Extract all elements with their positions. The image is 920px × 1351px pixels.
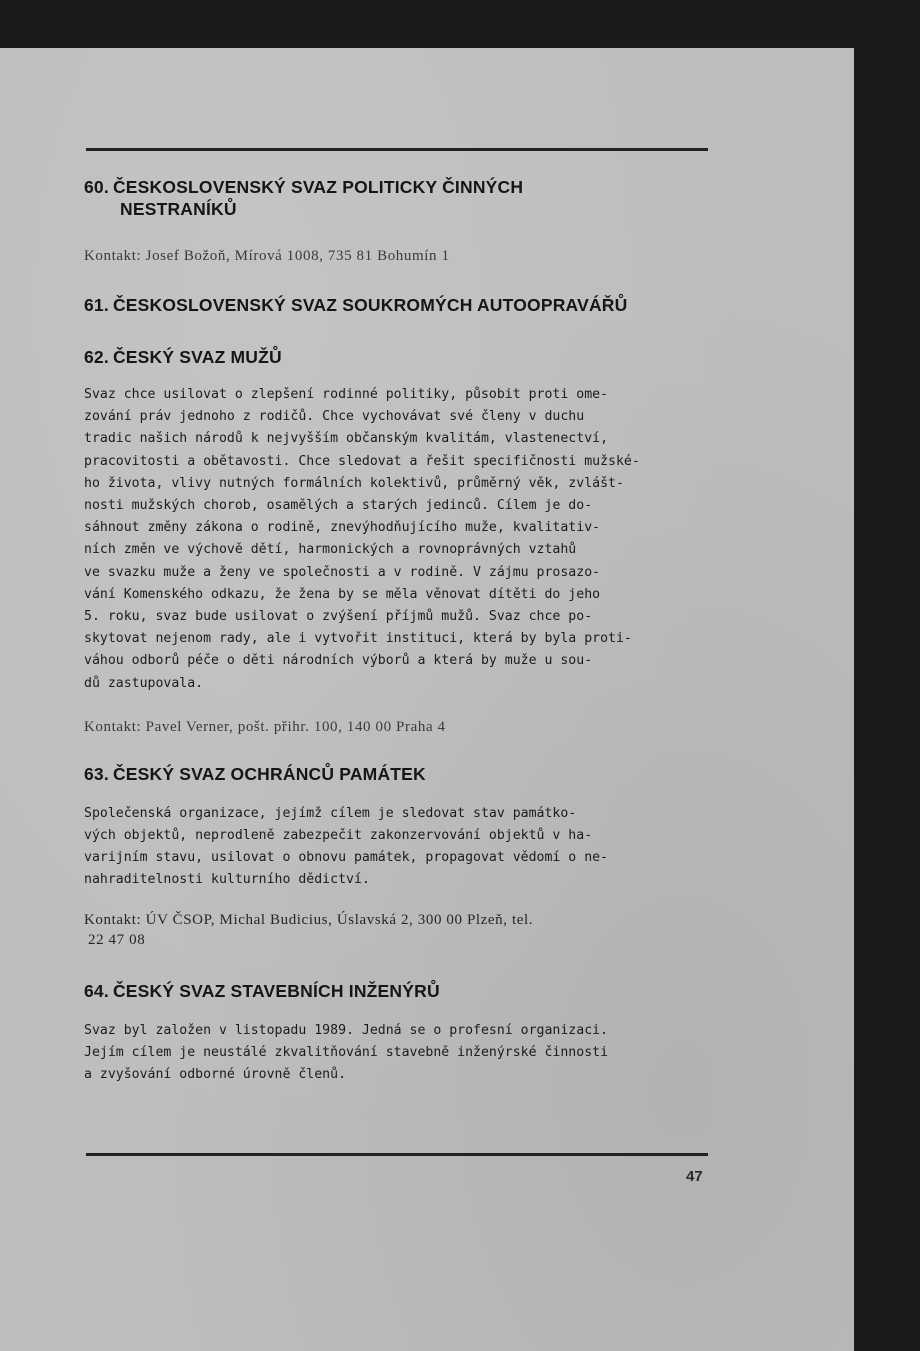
section-63 (84, 763, 712, 950)
section-title-line: ČESKÝ SVAZ STAVEBNÍCH INŽENÝRŮ (112, 980, 440, 1001)
section-number: 62. (84, 347, 109, 367)
section-60 (84, 176, 712, 266)
body-line: vých objektů, neprodleně zabezpečit zakonzervování objektů v ha- (84, 828, 593, 844)
section-number: 64. (84, 980, 109, 1001)
bottom-rule (86, 1153, 708, 1156)
section-number: 61. (84, 295, 109, 315)
contact-line: 22 47 08 (88, 931, 146, 948)
section-number: 60. (84, 177, 109, 197)
section-heading (84, 763, 712, 785)
body-line: váhou odborů péče o děti národních výborů a která by muže u sou- (84, 653, 593, 669)
section-contact: Kontakt: Josef Božoň, Mírová 1008, 735 81 Bohumín 1 (84, 248, 450, 264)
body-line: skytovat nejenom rady, ale i vytvořit instituci, která by byla proti- (84, 631, 632, 647)
section-title-line: ČESKÝ SVAZ OCHRÁNCŮ PAMÁTEK (112, 763, 426, 784)
section-61 (84, 294, 712, 316)
body-line: nahraditelnosti kulturního dědictví. (84, 872, 370, 888)
body-line: nosti mužských chorob, osamělých a starých jedinců. Cílem je do- (84, 498, 593, 514)
section-title-line: ČESKOSLOVENSKÝ SVAZ SOUKROMÝCH AUTOOPRAVÁŘŮ (112, 295, 628, 315)
page-content (84, 176, 712, 1086)
section-62 (84, 346, 712, 737)
body-line: Svaz chce usilovat o zlepšení rodinné politiky, působit proti ome- (84, 387, 609, 402)
section-body (84, 803, 712, 892)
top-rule (86, 148, 708, 151)
body-line: ve svazku muže a ženy ve společnosti a v rodině. V zájmu prosazo- (84, 564, 601, 580)
body-line: Svaz byl založen v listopadu 1989. Jedná se o profesní organizaci. (84, 1022, 609, 1038)
body-line: sáhnout změny zákona o rodině, znevýhodňujícího muže, kvalitativ- (84, 520, 601, 536)
page-number: 47 (686, 1168, 703, 1185)
section-contact: Kontakt: Pavel Verner, pošt. přihr. 100, 140 00 Praha 4 (84, 718, 446, 735)
section-64 (84, 980, 712, 1087)
body-line: Společenská organizace, jejímž cílem je sledovat stav památko- (84, 805, 577, 821)
body-line: pracovitosti a obětavosti. Chce sledovat a řešit specifičnosti mužské- (84, 453, 640, 469)
section-heading (84, 346, 712, 368)
body-line: a zvyšování odborné úrovně členů. (84, 1067, 347, 1083)
body-line: zování práv jednoho z rodičů. Chce vychovávat své členy v duchu (84, 409, 585, 425)
section-heading-continued (84, 198, 712, 220)
section-title-line: ČESKOSLOVENSKÝ SVAZ POLITICKY ČINNÝCH (112, 177, 524, 197)
section-body (84, 1020, 712, 1087)
body-line: dů zastupovala. (84, 675, 204, 691)
section-heading (84, 980, 712, 1002)
document-page (0, 48, 854, 1351)
section-contact (84, 910, 712, 950)
body-line: Jejím cílem je neustálé zkvalitňování stavebně inženýrské činnosti (84, 1044, 609, 1060)
body-line: ních změn ve výchově dětí, harmonických a rovnoprávných vztahů (84, 542, 577, 558)
body-line: tradic našich národů k nejvyšším občanským kvalitám, vlastenectví, (84, 431, 609, 447)
contact-line: Kontakt: ÚV ČSOP, Michal Budicius, Úslavská 2, 300 00 Plzeň, tel. (84, 911, 534, 928)
body-line: 5. roku, svaz bude usilovat o zvýšení příjmů mužů. Svaz chce po- (84, 609, 593, 625)
body-line: varijním stavu, usilovat o obnovu památek, propagovat vědomí o ne- (84, 850, 609, 866)
section-title-line: ČESKÝ SVAZ MUŽŮ (112, 347, 282, 367)
body-line: ho života, vlivy nutných formálních kolektivů, průměrný věk, zvlášt- (84, 475, 624, 491)
section-body (84, 384, 712, 695)
section-heading (84, 176, 712, 198)
section-heading (84, 294, 712, 316)
section-title-line: NESTRANÍKŮ (120, 199, 237, 219)
body-line: vání Komenského odkazu, že žena by se měla věnovat dítěti do jeho (84, 586, 601, 602)
section-number: 63. (84, 763, 109, 784)
